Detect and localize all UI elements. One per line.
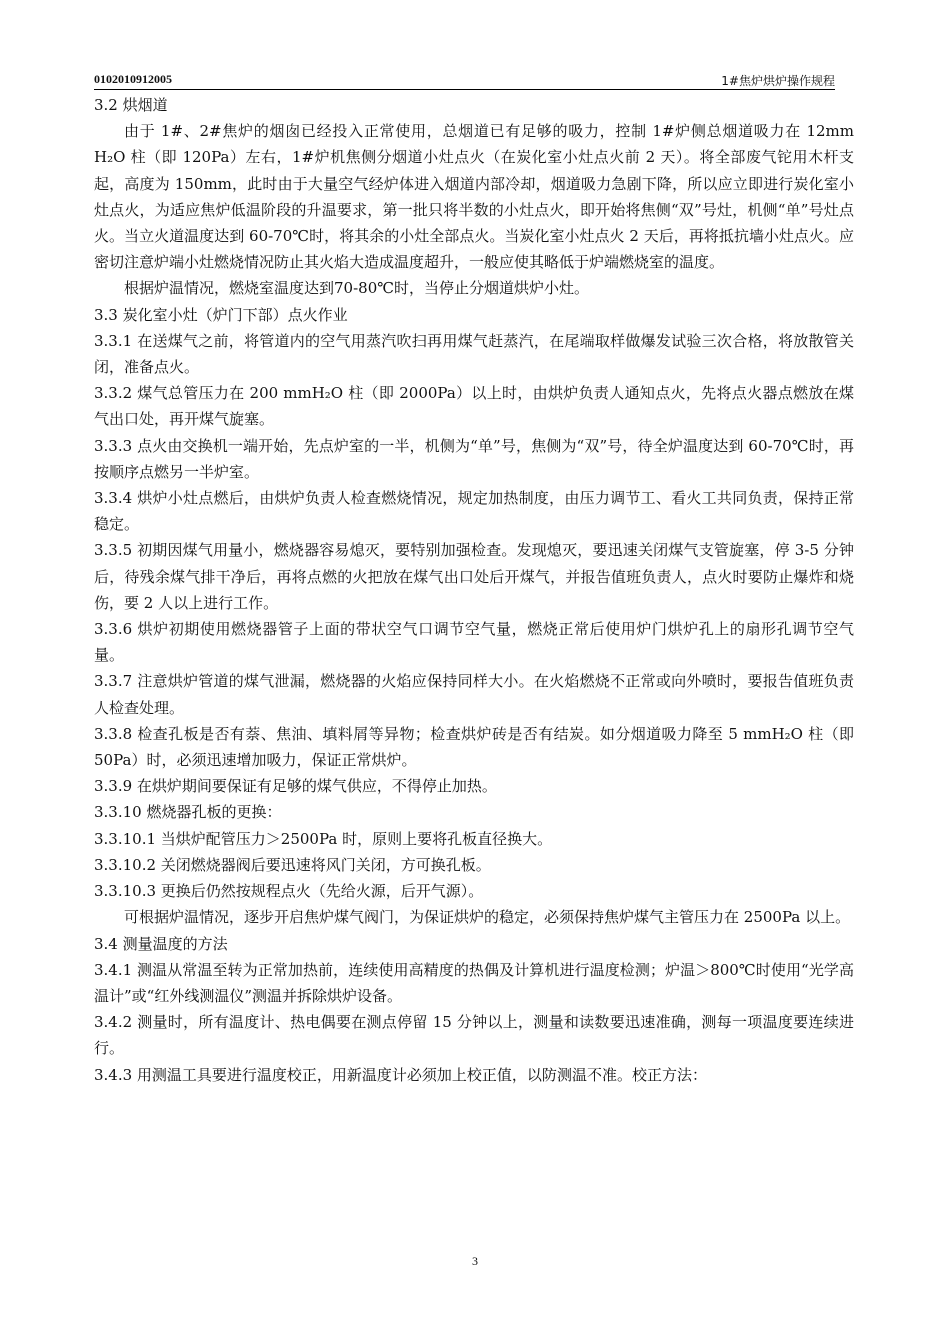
paragraph: 3.4.3 用测温工具要进行温度校正，用新温度计必须加上校正值，以防测温不准。校正方法： bbox=[94, 1065, 707, 1084]
paragraph: 由于 1#、2#焦炉的烟囱已经投入正常使用，总烟道已有足够的吸力，控制 1#炉侧总烟道吸力在 12mm H₂O 柱（即 120Pa）左右，1#炉机焦侧分烟道小灶点火（在炭化室小灶点火前 2 天）。将全部废气铊用木杆支起，高度为 150mm，此时由于大量空气经炉体进入烟道内部冷却，烟道吸力急剧下降，所以应立即进行炭化室小灶点火，为适应焦炉低温阶段的升温要求，第一批只将半数的小灶点火，即开始将焦侧“双”号灶，机侧“单”号灶点火。当立火道温度达到 60-70℃时，将其余的小灶全部点火。当炭化室小灶点火 2 天后，再将抵抗墙小灶点火。应密切注意炉端小灶燃烧情况防止其火焰大造成温度超升，一般应使其略低于炉端燃烧室的温度。 bbox=[94, 122, 854, 272]
paragraph: 3.3.10.2 关闭燃烧器阀后要迅速将风门关闭，方可换孔板。 bbox=[94, 855, 491, 874]
paragraph: 3.3.1 在送煤气之前，将管道内的空气用蒸汽吹扫再用煤气赶蒸汽，在尾端取样做爆发试验三次合格，将放散管关闭，准备点火。 bbox=[94, 331, 854, 377]
paragraph: 3.3.6 烘炉初期使用燃烧器管子上面的带状空气口调节空气量，燃烧正常后使用炉门烘炉孔上的扇形孔调节空气量。 bbox=[94, 620, 854, 665]
paragraph: 3.3.10.1 当烘炉配管压力＞2500Pa 时，原则上要将孔板直径换大。 bbox=[94, 829, 553, 848]
paragraph: 3.3.7 注意烘炉管道的煤气泄漏，燃烧器的火焰应保持同样大小。在火焰燃烧不正常或向外喷时，要报告值班负责人检查处理。 bbox=[94, 672, 854, 717]
paragraph: 可根据炉温情况，逐步开启焦炉煤气阀门，为保证烘炉的稳定，必须保持焦炉煤气主管压力在 2500Pa 以上。 bbox=[124, 908, 851, 927]
paragraph: 3.4.1 测温从常温至转为正常加热前，连续使用高精度的热偶及计算机进行温度检测；炉温＞800℃时使用“光学高温计”或“红外线测温仪”测温并拆除烘炉设备。 bbox=[94, 960, 854, 1005]
page-header bbox=[94, 72, 855, 90]
paragraph: 3.3.2 煤气总管压力在 200 mmH₂O 柱（即 2000Pa）以上时，由烘炉负责人通知点火，先将点火器点燃放在煤气出口处，再开煤气旋塞。 bbox=[94, 384, 854, 429]
paragraph: 3.3.9 在烘炉期间要保证有足够的煤气供应，不得停止加热。 bbox=[94, 777, 497, 796]
paragraph: 3.4.2 测量时，所有温度计、热电偶要在测点停留 15 分钟以上，测量和读数要迅速准确，测每一项温度要连续进行。 bbox=[94, 1013, 854, 1058]
header-divider bbox=[94, 89, 835, 90]
paragraph: 3.3.8 检查孔板是否有萘、焦油、填料屑等异物；检查烘炉砖是否有结炭。如分烟道吸力降至 5 mmH₂O 柱（即 50Pa）时，必须迅速增加吸力，保证正常烘炉。 bbox=[94, 724, 854, 770]
document-code: 0102010912005 bbox=[94, 72, 172, 86]
paragraph: 3.3.10 燃烧器孔板的更换： bbox=[94, 803, 282, 822]
paragraph: 3.3.5 初期因煤气用量小，燃烧器容易熄灭，要特别加强检查。发现熄灭，要迅速关闭煤气支管旋塞，停 3-5 分钟后，待残余煤气排干净后，再将点燃的火把放在煤气出口处后开煤气，并报告值班负责人，点火时要防止爆炸和烧伤，要 2 人以上进行工作。 bbox=[94, 541, 854, 612]
paragraph: 3.3.10.3 更换后仍然按规程点火（先给火源，后开气源）。 bbox=[94, 882, 484, 901]
section-heading: 3.2 烘烟道 bbox=[94, 96, 168, 114]
paragraph: 根据炉温情况，燃烧室温度达到70-80℃时，当停止分烟道烘炉小灶。 bbox=[124, 279, 590, 298]
page-number: 3 bbox=[472, 1254, 478, 1268]
section-heading: 3.3 炭化室小灶（炉门下部）点火作业 bbox=[94, 305, 348, 324]
document-title: 1#焦炉烘炉操作规程 bbox=[721, 74, 835, 88]
paragraph: 3.3.3 点火由交换机一端开始，先点炉室的一半，机侧为“单”号，焦侧为“双”号，待全炉温度达到 60-70℃时，再按顺序点燃另一半炉室。 bbox=[94, 436, 854, 481]
section-heading: 3.4 测量温度的方法 bbox=[94, 934, 228, 953]
paragraph: 3.3.4 烘炉小灶点燃后，由烘炉负责人检查燃烧情况，规定加热制度，由压力调节工、看火工共同负责，保持正常稳定。 bbox=[94, 489, 854, 534]
document-body bbox=[94, 92, 854, 1088]
